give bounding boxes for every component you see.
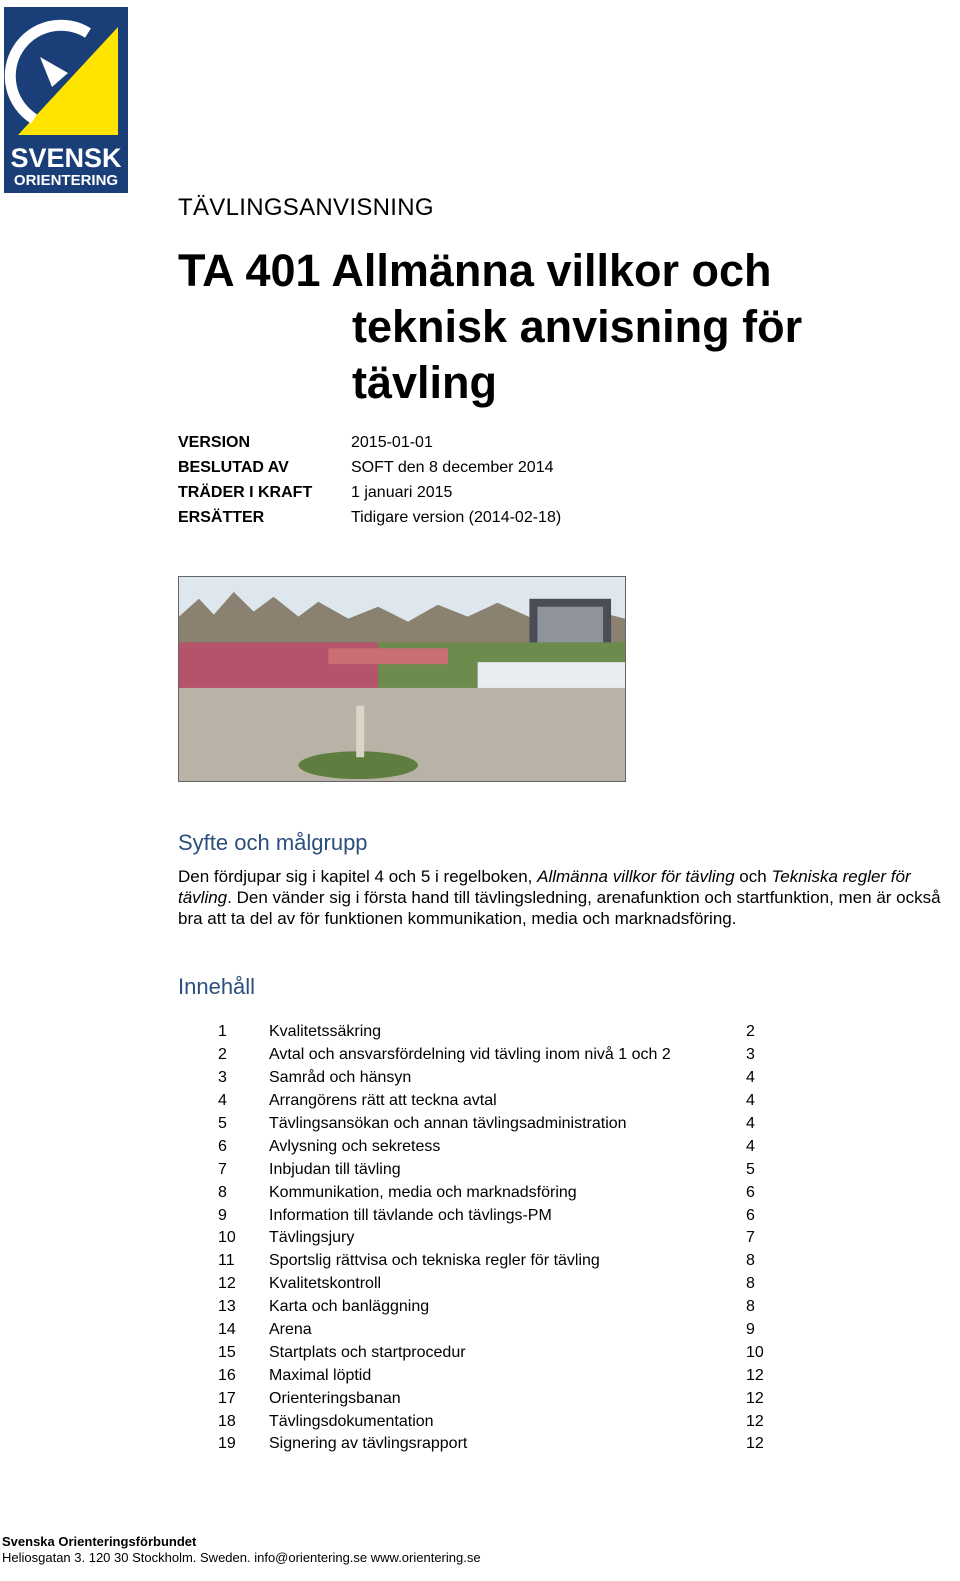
toc-item[interactable] — [218, 1158, 776, 1181]
toc-number: 1 — [218, 1023, 227, 1041]
toc-text: Kommunikation, media och marknadsföring — [269, 1183, 577, 1201]
arena-photo — [178, 576, 626, 782]
toc-text: Information till tävlande och tävlings-PM — [269, 1206, 552, 1224]
toc-item[interactable] — [218, 1181, 776, 1204]
logo-word-1: SVENSK — [10, 143, 122, 173]
meta-key: VERSION — [178, 433, 251, 451]
meta-row-replaces — [178, 505, 561, 530]
meta-key: TRÄDER I KRAFT — [178, 483, 313, 501]
toc-number: 3 — [218, 1069, 227, 1087]
toc-number: 18 — [218, 1412, 236, 1430]
toc-heading: Innehåll — [178, 974, 256, 999]
toc-text: Orienteringsbanan — [269, 1389, 401, 1407]
toc-number: 13 — [218, 1298, 236, 1316]
toc-item[interactable] — [218, 1090, 776, 1113]
toc-number: 19 — [218, 1435, 236, 1453]
toc-text: Maximal löptid — [269, 1366, 372, 1384]
toc-page: 8 — [746, 1275, 755, 1293]
toc-page: 4 — [746, 1092, 755, 1110]
toc-number: 11 — [218, 1252, 235, 1270]
toc-page: 8 — [746, 1252, 755, 1270]
toc-text: Karta och banläggning — [269, 1298, 430, 1316]
toc-item[interactable] — [218, 1067, 776, 1090]
toc-item[interactable] — [218, 1341, 776, 1364]
toc-item[interactable] — [218, 1204, 776, 1227]
meta-row-decided-by — [178, 455, 561, 480]
meta-row-version — [178, 430, 561, 455]
toc-number: 12 — [218, 1275, 236, 1293]
toc-text: Arrangörens rätt att teckna avtal — [269, 1092, 497, 1110]
toc-text: Samråd och hänsyn — [269, 1069, 412, 1087]
toc-number: 8 — [218, 1183, 227, 1201]
toc-text: Startplats och startprocedur — [269, 1343, 466, 1361]
toc-text: Arena — [269, 1321, 312, 1339]
purpose-heading: Syfte och målgrupp — [178, 830, 368, 855]
toc-item[interactable] — [218, 1410, 776, 1433]
title-line-3: tävling — [352, 357, 498, 408]
purpose-text-1: Den fördjupar sig i kapitel 4 och 5 i regelboken, — [178, 867, 538, 886]
footer-organization: Svenska Orienteringsförbundet — [2, 1534, 197, 1549]
toc-page: 4 — [746, 1137, 755, 1155]
toc-number: 2 — [218, 1046, 227, 1064]
toc-text: Signering av tävlingsrapport — [269, 1435, 468, 1453]
purpose-paragraph — [178, 866, 958, 929]
purpose-ref-1: Allmänna villkor för tävling — [537, 867, 735, 886]
toc-text: Kvalitetskontroll — [269, 1275, 382, 1293]
toc-page: 5 — [746, 1160, 755, 1178]
toc-text: Avlysning och sekretess — [269, 1137, 441, 1155]
toc-item[interactable] — [218, 1296, 776, 1319]
toc-number: 7 — [218, 1160, 227, 1178]
document-type: TÄVLINGSANVISNING — [178, 194, 434, 221]
toc-number: 9 — [218, 1206, 227, 1224]
title-line-2: teknisk anvisning för — [352, 301, 803, 352]
arena-photo-image — [179, 577, 625, 781]
toc-item[interactable] — [218, 1364, 776, 1387]
toc-page: 12 — [746, 1389, 764, 1407]
toc-number: 5 — [218, 1115, 227, 1132]
toc-number: 15 — [218, 1343, 236, 1361]
meta-row-effective — [178, 480, 561, 505]
logo-word-2: ORIENTERING — [13, 172, 119, 189]
toc-text: Avtal och ansvarsfördelning vid tävling inom nivå 1 och 2 — [269, 1046, 671, 1064]
toc-page: 7 — [746, 1229, 755, 1247]
toc-page: 4 — [746, 1115, 755, 1132]
title-line-1: TA 401 Allmänna villkor och — [178, 245, 772, 296]
purpose-text-2: och — [734, 867, 772, 886]
toc-page: 12 — [746, 1435, 764, 1453]
meta-value: 2015-01-01 — [351, 433, 433, 451]
meta-value: 1 januari 2015 — [351, 483, 453, 501]
toc-page: 3 — [746, 1046, 755, 1064]
toc-number: 16 — [218, 1366, 236, 1384]
toc-text: Tävlingsdokumentation — [269, 1412, 434, 1430]
svensk-orientering-logo — [4, 7, 128, 193]
toc-item[interactable] — [218, 1113, 776, 1136]
toc-item[interactable] — [218, 1319, 776, 1342]
toc-page: 6 — [746, 1183, 755, 1201]
toc-text: Tävlingsansökan och annan tävlingsadministration — [269, 1115, 627, 1132]
toc-item[interactable] — [218, 1044, 776, 1067]
meta-value: SOFT den 8 december 2014 — [351, 458, 554, 476]
toc-item[interactable] — [218, 1273, 776, 1296]
page-footer — [2, 1534, 481, 1566]
meta-key: ERSÄTTER — [178, 508, 265, 526]
toc-item[interactable] — [218, 1433, 776, 1456]
document-title — [178, 243, 938, 411]
toc-page: 9 — [746, 1321, 755, 1339]
toc-item[interactable] — [218, 1250, 776, 1273]
toc-text: Tävlingsjury — [269, 1229, 355, 1247]
toc-number: 17 — [218, 1389, 236, 1407]
meta-value: Tidigare version (2014-02-18) — [351, 508, 562, 526]
toc-item[interactable] — [218, 1227, 776, 1250]
table-of-contents — [218, 1021, 776, 1456]
purpose-ref-2: Tekniska regler för tävling — [178, 867, 911, 907]
toc-text: Kvalitetssäkring — [269, 1023, 382, 1041]
toc-page: 6 — [746, 1206, 755, 1224]
purpose-text-3: . Den vänder sig i första hand till tävlingsledning, arenafunktion och startfunktion, men är också bra att ta del av för funktionen kommunikation, media och marknadsföring. — [178, 888, 941, 928]
toc-text: Sportslig rättvisa och tekniska regler för tävling — [269, 1252, 600, 1270]
toc-page: 10 — [746, 1343, 764, 1361]
toc-item[interactable] — [218, 1021, 776, 1044]
toc-text: Inbjudan till tävling — [269, 1160, 401, 1178]
toc-item[interactable] — [218, 1387, 776, 1410]
logo-graphic — [4, 7, 128, 193]
toc-number: 14 — [218, 1321, 236, 1339]
toc-page: 12 — [746, 1366, 764, 1384]
meta-key: BESLUTAD AV — [178, 458, 289, 476]
toc-number: 4 — [218, 1092, 227, 1110]
toc-number: 10 — [218, 1229, 236, 1247]
document-metadata — [178, 430, 561, 530]
toc-page: 12 — [746, 1412, 764, 1430]
footer-address: Heliosgatan 3. 120 30 Stockholm. Sweden. info@orientering.se www.orientering.se — [2, 1550, 481, 1565]
toc-page: 4 — [746, 1069, 755, 1087]
toc-page: 8 — [746, 1298, 755, 1316]
toc-number: 6 — [218, 1137, 227, 1155]
toc-item[interactable] — [218, 1135, 776, 1158]
toc-page: 2 — [746, 1023, 755, 1041]
